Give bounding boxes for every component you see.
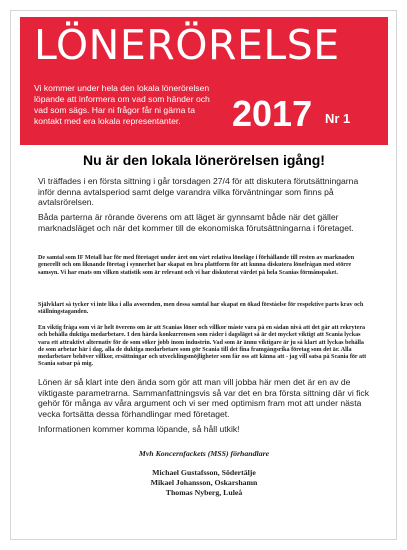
signature-name: Thomas Nyberg, Luleå bbox=[165, 488, 243, 497]
paragraph-body-5: En viktig fråga som vi är helt överens om är att Scanias löner och villkor måste vara på en sådan nivå att det går att rekrytera och behålla duktiga medarbetare. I den hårda konkurrensen som råder i dagsläget så är det mycket viktigt att Scania lyckas vara ett attraktivt alternativ för de som söker jobb inom industrin. Vad som är ännu viktigare är ju så klart att lyckas behålla de som arbetar här i dag, alla de duktiga medarbetare som gör Scania till det fina framgångsrika företag som det är. Alla medarbetare behöver villkor, ersättningar och utvecklingsmöjligheter som får oss att känna att - jag vill satsa på Scania för att Scania satsar på mig. bbox=[38, 325, 367, 368]
banner-title: LÖNERÖRELSE bbox=[34, 21, 340, 69]
paragraph-body-4: Självklart så tycker vi inte lika i alla avseenden, men dessa samtal har skapat en ökad förståelse för respektive parts krav och ställningstaganden. bbox=[38, 302, 364, 316]
paragraph-closing: Informationen kommer komma löpande, så håll utkik! bbox=[38, 424, 240, 434]
article-headline: Nu är den lokala lönerörelsen igång! bbox=[83, 152, 325, 168]
paragraph-intro-2: Båda parterna är rörande överens om att läget är gynnsamt både när det gäller marknadsläget och när det kommer till de ekonomiska förutsättningarna i företaget. bbox=[38, 212, 354, 233]
signature-name: Michael Gustafsson, Södertälje bbox=[152, 468, 256, 477]
banner-issue-number: Nr 1 bbox=[325, 111, 351, 126]
signature-name: Mikael Johansson, Oskarshamn bbox=[150, 478, 258, 487]
signature-names bbox=[20, 468, 388, 498]
paragraph-summary: Lönen är så klart inte den ända som gör att man vill jobba här men det är en av de viktigaste parametrarna. Sammanfattningsvis så var det en bra första sittning där vi fick gehör för många av våra argument och vi ser med optimism fram mot att under nästa vecka fortsätta dessa förhandlingar med företaget. bbox=[38, 377, 370, 419]
banner-info-text: Vi kommer under hela den lokala lönerörelsen löpande att informera om vad som händer och vad som sägs. Har ni frågor får ni gärna ta kontakt med era lokala representanter. bbox=[34, 83, 210, 126]
signature-organization: Mvh Koncernfackets (MSS) förhandlare bbox=[138, 449, 270, 458]
paragraph-intro-1: Vi träffades i en första sittning i går torsdagen 27/4 för att diskutera förutsättningarna inför denna avtalsperiod samt delge varandra vilka förväntningar som finns på avtalsrörelsen. bbox=[38, 176, 359, 207]
header-banner bbox=[20, 17, 388, 145]
banner-year: 2017 bbox=[232, 93, 313, 134]
paragraph-body-3: De samtal som IF Metall har för med företaget under året om vårt relativa löneläge i förhållande till resten av marknaden generellt och om liknande företag i synnerhet har skapat en bra plattform för att kunna diskutera lönefrågan med större samsyn. Vi har enats om vilken statistik som är relevant och vi har diskuterat värdet på hela Scanias förmånspaket. bbox=[38, 255, 355, 276]
